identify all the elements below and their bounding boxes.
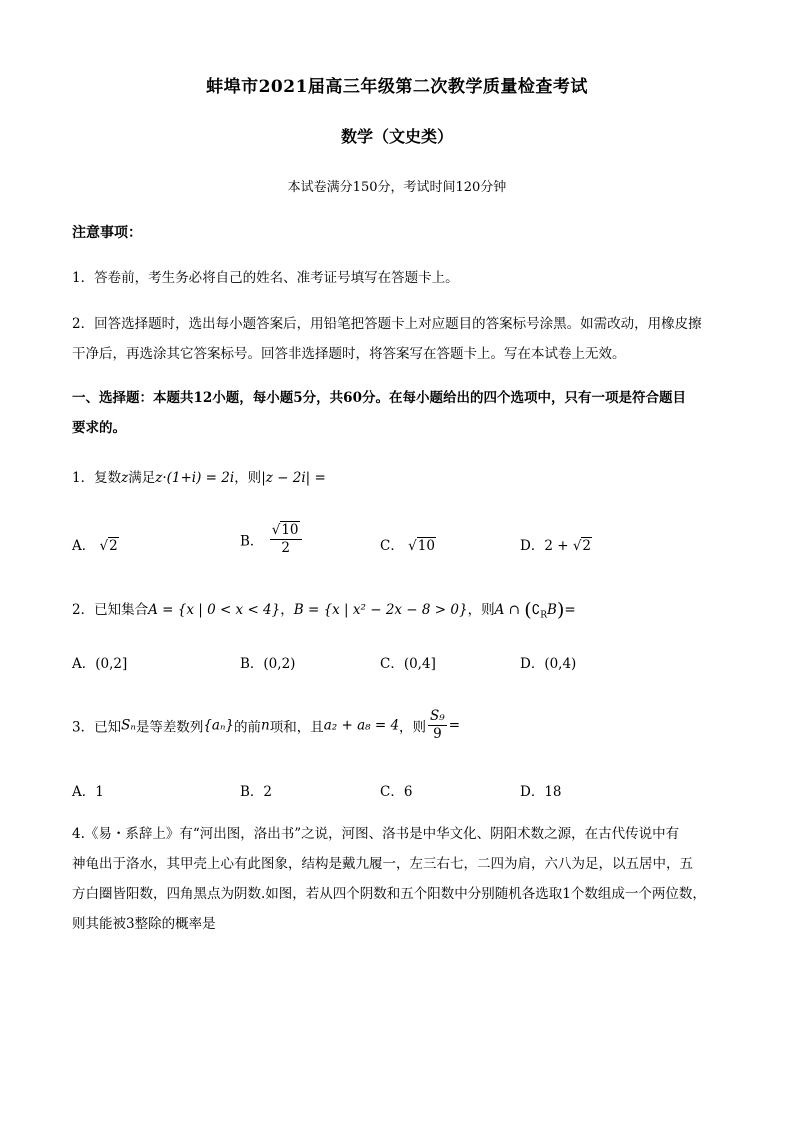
q3-fraction-numerator: S₉ (430, 708, 445, 724)
q2-expression-end: = (564, 602, 576, 618)
q1-option-c-label: C． (380, 538, 404, 554)
q1-option-d-radicand: 2 (582, 538, 592, 554)
q1-option-c-sqrt: √10 (408, 538, 435, 554)
q3-text-3: 项和，且 (269, 719, 324, 736)
q3-fraction-denominator: 9 (433, 726, 442, 742)
q3-prefix: 3．已知 (72, 719, 122, 736)
q2-comma: ， (280, 602, 294, 618)
notice-item-2-line-1: 2．回答选择题时，选出每小题答案后，用铅笔把答题卡上对应题目的答案标号涂黑。如需改动，用橡皮擦 (72, 316, 702, 332)
question-2: 2．已知集合A = {x | 0 < x < 4}，B = {x | x² − 2x − 8 > 0}，则A ∩ $(∁_RB)=$ (72, 599, 576, 621)
question-4-line-2: 神龟出于洛水，其甲壳上心有此图象，结构是戴九履一，左三右七，二四为肩，六八为足，以五居中，五 (72, 856, 693, 872)
q3-n: n (261, 717, 270, 734)
question-3 (72, 708, 460, 743)
question-4-line-4: 则其能被3整除的概率是 (72, 916, 216, 932)
question-4-line-3: 方白圈皆阳数，四角黑点为阴数.如图，若从四个阴数和五个阳数中分别随机各选取1个数组成一个两位数， (72, 886, 706, 902)
q1-option-b-denominator: 2 (281, 540, 290, 556)
q1-equation: z·(1+i) = 2i (155, 470, 235, 486)
q2-prefix: 2．已知集合 (72, 602, 149, 618)
question-1 (72, 466, 326, 486)
q1-option-b (240, 522, 304, 557)
q1-option-b-fraction: $\frac{√10}{2}$ (270, 522, 302, 557)
notice-item-1: 1．答卷前，考生务必将自己的姓名、准考证号填写在答题卡上。 (72, 270, 459, 286)
exam-title: 蚌埠市2021届高三年级第二次教学质量检查考试 (206, 77, 588, 97)
q2-complement-universe: R (540, 610, 548, 621)
q2-option-a: A．(0,2] (72, 656, 128, 672)
q1-option-c-radicand: 10 (417, 538, 435, 554)
q1-option-a (72, 534, 119, 554)
q1-prefix: 1．复数 (72, 470, 122, 486)
q2-set-b: B = {x | x² − 2x − 8 > 0} (293, 602, 468, 618)
q1-option-c (380, 534, 436, 554)
exam-subject: 数学（文史类） (340, 127, 453, 146)
q1-var-z: z (121, 470, 129, 486)
q2-option-d: D．(0,4) (520, 656, 577, 672)
q2-option-b: B．(0,2) (240, 656, 296, 672)
q3-option-c: C．6 (380, 784, 413, 800)
q1-option-d-label: D． (520, 538, 545, 554)
q1-option-d-sqrt: √2 (572, 538, 592, 554)
q1-text-satisfy: 满足 (128, 470, 156, 486)
q3-option-b: B．2 (240, 784, 273, 800)
q3-sequence: {aₙ} (203, 717, 235, 734)
q3-fraction (428, 708, 447, 743)
notice-item-2-line-2: 干净后，再选涂其它答案标号。回答非选择题时，将答案写在答题卡上。写在本试卷上无效。 (72, 346, 626, 362)
q3-end: = (448, 717, 461, 734)
q2-text-then: ，则 (467, 602, 495, 618)
q1-text-then: ，则 (234, 470, 262, 486)
q2-set-a: A = {x | 0 < x < 4} (148, 602, 281, 618)
exam-info: 本试卷满分150分，考试时间120分钟 (287, 180, 507, 195)
q1-option-b-numerator: 10 (281, 522, 299, 538)
q2-expression-a: A ∩ (494, 602, 520, 618)
q3-option-d: D．18 (520, 784, 562, 800)
q1-option-a-radicand: 2 (109, 538, 118, 554)
q1-option-a-label: A． (72, 538, 96, 554)
q1-option-b-label: B． (240, 533, 264, 550)
q2-option-c: C．(0,4] (380, 656, 436, 672)
section-1-heading-line-2: 要求的。 (72, 420, 126, 436)
section-1-heading-line-1: 一、选择题：本题共12小题，每小题5分，共60分。在每小题给出的四个选项中，只有一项是符合题目 (72, 390, 686, 406)
q1-option-a-sqrt: √2 (99, 538, 118, 554)
q2-complement-symbol: ∁ (531, 602, 541, 618)
question-4-line-1: 4.《易・系辞上》有“河出图，洛出书”之说，河图、洛书是中华文化、阴阳术数之源，在古代传说中有 (72, 826, 680, 842)
q1-option-d (520, 534, 592, 554)
q1-expression: |z − 2i| = (261, 470, 326, 486)
q2-complement-set: B (547, 602, 557, 618)
q3-text-then: ，则 (399, 719, 427, 736)
q3-text-1: 是等差数列 (135, 719, 204, 736)
q3-condition: a₂ + a₈ = 4 (323, 717, 400, 734)
q1-option-d-prefix: 2 + (544, 538, 573, 554)
q3-option-a: A．1 (72, 784, 104, 800)
q3-sn: Sₙ (121, 717, 136, 734)
notice-heading: 注意事项： (72, 225, 142, 241)
q3-text-2: 的前 (234, 719, 262, 736)
